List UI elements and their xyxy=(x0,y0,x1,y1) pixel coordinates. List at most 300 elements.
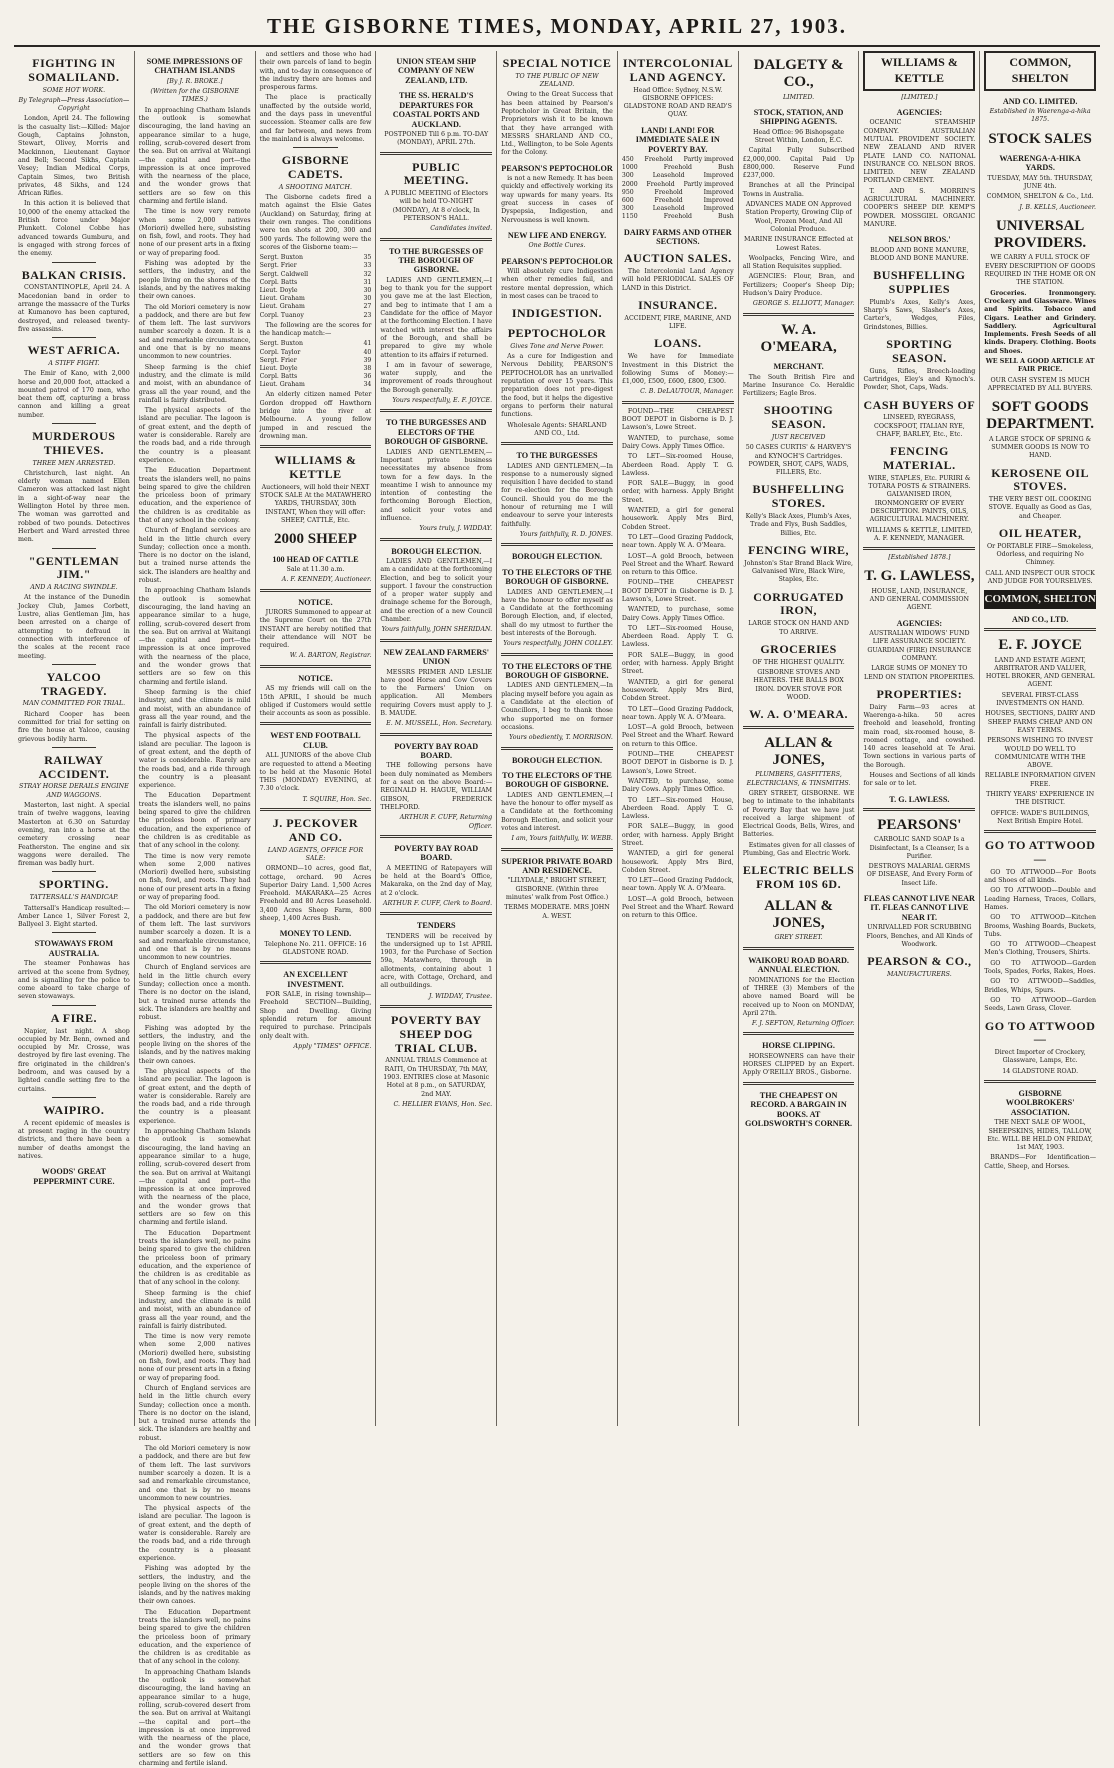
advertisement-text: is not a new Remedy. It has been quickly and effectively working its way upwards for many years. Its great success in cases of Dyspepsia, Indigestion, and Nervousness is well known. xyxy=(501,175,613,224)
divider xyxy=(52,1005,97,1006)
advertisement-title: FENCING MATERIAL. xyxy=(883,444,956,472)
article-text: The following are the scores for the handicap match:— xyxy=(259,321,372,338)
article-text: The Education Department treats the islanders well, no pains being spared to give the children the priceless boon of primary education, and the experience of the children is as creditable as that of any school in the colony. xyxy=(138,792,251,850)
signature: F. J. SEFTON, Returning Officer. xyxy=(751,1020,855,1028)
advertisement-text: UNRIVALLED FOR SCRUBBING Floors, Benches, and All Kinds of Woodwork. xyxy=(866,924,973,948)
byline: [By J. R. BROKE.] xyxy=(166,77,223,85)
signature: Yours respectfully, E. F. JOYCE. xyxy=(392,397,493,405)
article-text: Christchurch, last night. An elderly woman named Ellen Cameron was attacked last night in a sight-of-way near the Wellington Hotel by three men. The woman was garrotted and robbed of two pounds. Detectives Herbert and Ward arrested three men. xyxy=(18,469,130,544)
advertisement-text: AUSTRALIAN WIDOWS' FUND LIFE ASSURANCE SOCIETY. GUARDIAN (FIRE) INSURANCE COMPANY. xyxy=(867,630,972,662)
divider xyxy=(743,726,855,729)
notice-text: BRANDS—For Identification—Cattle, Sheep, and Horses. xyxy=(984,1154,1097,1170)
headline: YALCOO TRAGEDY. xyxy=(40,669,107,698)
advertisement-text: GISBORNE STOVES AND HEATERS. THE BALLS BOX IRON. DOVER STOVE FOR WOOD. xyxy=(753,668,844,701)
article-text: CONSTANTINOPLE, April 24. A Macedonian band in order to arrange the massacre of the Turks at Kumanovo has been captured, destroyed, and released twenty-five assassins. xyxy=(18,284,130,333)
advertisement-text: GO TO ATTWOOD—Garden Seeds, Lawn Grass, Clover. xyxy=(984,996,1097,1013)
advertisement-text: OUR CASH SYSTEM IS MUCH APPRECIATED BY ALL BUYERS. xyxy=(987,376,1093,392)
article-text: Masterton, last night. A special train of twelve waggons, leaving Masterton at 6.30 on Saturday evening, ran into a horse at the cemetery crossing near Featherston. The engine and six waggons were derailed. The fireman was badly hurt. xyxy=(18,802,130,868)
advertisement-title: AN EXCELLENT INVESTMENT. xyxy=(283,970,348,989)
signature: ARTHUR F. CUFF, Clerk to Board. xyxy=(383,899,493,907)
classified-ad: WANTED, to purchase, some Dairy Cows. Apply Times Office. xyxy=(621,434,734,450)
byline: (Written for the GISBORNE TIMES.) xyxy=(150,88,239,104)
notice-text: THE following persons have been duly nominated as Members for a seat on the above Board:—REGINALD H. HAGUE, WILLIAM GIBSON, FREDERICK THELFORD. xyxy=(380,762,493,811)
classified-ad: TO LET—Six-roomed House, Aberdeen Road. Apply T. G. Lawless. xyxy=(621,796,734,821)
score-list xyxy=(260,254,372,320)
byline: By Telegraph—Press Association—Copyright xyxy=(18,96,130,113)
advertisement-title: SUPERIOR PRIVATE BOARD AND RESIDENCE. xyxy=(501,856,613,875)
notice-title: BOROUGH ELECTION. xyxy=(391,546,482,556)
score-row: Corpl. Batts 31 xyxy=(259,278,372,286)
column-7 xyxy=(739,51,860,1426)
article-text: Church of England services are held in the little church every Sunday; collection once a month. There is no doctor on the island, but a trained nurse attends the sick. The islanders are healthy and robust. xyxy=(138,964,251,1022)
article-text: An elderly citizen named Peter Gordon dropped off Hawthorn bridge into the river at Melbourne. A young fellow jumped in and rescued the drowning man. xyxy=(259,391,372,440)
advertisement-text: LARGE SUMS OF MONEY TO LEND ON STATION PROPERTIES. xyxy=(863,665,975,681)
article-text: In this action it is believed that 10,000 of the enemy attacked the British force under Major Plunkett. Colonel Cobbe has advanced towards Gumburu, and is engaged with strong forces of the enemy. xyxy=(18,200,130,258)
advertisement-text: HOUSES, SECTIONS, DAIRY AND SHEEP FARMS CHEAP AND ON EASY TERMS. xyxy=(985,710,1096,734)
advertisement-sub: Gives Tone and Nerve Power. xyxy=(510,342,604,350)
estate-row: 600 Freehold Improved xyxy=(621,196,734,204)
divider xyxy=(52,548,97,549)
advertisement-text: CARBOLIC SAND SOAP Is a Disinfectant, Is a Cleanser, Is a Purifier. xyxy=(869,836,970,860)
advertisement-title: AUCTION SALES. xyxy=(623,251,732,266)
classified-ad: WANTED, a girl for general housework. Apply Mrs Bird, Cobden Street. xyxy=(621,678,734,703)
classified-ad: FOR SALE—Buggy, in good order, with harness. Apply Bright Street. xyxy=(621,480,734,504)
classified-ad: TO LET—Good Grazing Paddock, near town. Apply W. A. O'Meara. xyxy=(621,705,734,721)
divider xyxy=(260,722,372,725)
advertisement-text: Plumb's Axes, Kelly's Axes, Sharp's Saws, Slasher's Axes, Carter's, Wedges, Files, Grindstones, Billies. xyxy=(863,298,976,331)
advertisement-title: AGENCIES: xyxy=(896,618,943,628)
estate-row: 1000 Freehold Bush xyxy=(621,164,734,172)
score-row: Lieut. Graham 30 xyxy=(259,295,372,303)
article-text: The old Moriori cemetery is now a paddock, and there are but few of them left. The last survivors number scarcely a dozen. It is a sad and remarkable circumstance, and one that is by no means uncommon to new countries. xyxy=(138,904,251,962)
notice-text: AS my friends will call on the 15th APRIL, I should be much obliged if Customers would settle their accounts as soon as possible. xyxy=(259,685,372,718)
advertisement-title: CORRUGATED IRON, xyxy=(753,589,844,618)
divider xyxy=(501,848,613,851)
classified-ad: FOUND—THE CHEAPEST BOOT DEPOT in Gisborne is D. J. Lawson's, Lowe Street. xyxy=(621,751,734,775)
advertisement-text: BLOOD AND BONE MANURE, BLOOD AND BONE MANURE. xyxy=(870,246,969,262)
article-text: The steamer Ponhawas has arrived at the scene from Sydney, and is signalling for the police to come aboard to take charge of seven stowaways. xyxy=(18,960,130,1001)
divider xyxy=(743,313,855,316)
signature: E. M. MUSSELL, Hon. Secretary. xyxy=(386,720,493,728)
score-row: Lieut. Doyle 30 xyxy=(259,286,372,294)
article-text: Church of England services are held in the little church every Sunday; collection once a month. There is no doctor on the island, but a trained nurse attends the sick. The islanders are healthy and robust. xyxy=(138,1384,251,1442)
signature: W. A. BARTON, Registrar. xyxy=(289,652,372,660)
advertisement-text: THIRTY YEARS' EXPERIENCE IN THE DISTRICT. xyxy=(986,791,1095,807)
advertisement-text: GO TO ATTWOOD—Kitchen Brooms, Washing Boards, Buckets, Tubs. xyxy=(984,914,1097,938)
divider xyxy=(293,147,338,148)
advertisement-title: STOCK SALES xyxy=(988,130,1092,147)
estate-row: 950 Freehold Improved xyxy=(621,188,734,196)
advertisement-title: SPORTING SEASON. xyxy=(886,337,953,365)
divider xyxy=(984,628,1096,631)
advertisement-title: WOODS' GREAT PEPPERMINT CURE. xyxy=(33,1167,115,1186)
advertisement-text: T. AND S. MORRIN'S AGRICULTURAL MACHINERY. COOPER'S SHEEP DIP. KEMP'S POWDER. MOSSGIEL ORGANIC MANURE. xyxy=(863,187,976,228)
notice-text: LADIES AND GENTLEMEN,—I beg to thank you for the support you gave me at the last Election, and beg to intimate that I am a Candidate for the office of Mayor at the forthcoming Election. I have watched with interest the affairs of the Borough, and shall be prepared to give my whole attention to its affairs if returned. xyxy=(380,276,493,359)
headline: STOWAWAYS FROM AUSTRALIA. xyxy=(34,939,114,958)
advertisement-text: Houses and Sections of all kinds for sale or to let. xyxy=(863,771,976,788)
advertisement-title: CASH BUYERS OF xyxy=(863,397,976,412)
advertisement-text: OCEANIC STEAMSHIP COMPANY. AUSTRALIAN MUTUAL PROVIDENT SOCIETY. NEW ZEALAND AND RIVER PLATE LAND CO. NATIONAL INSURANCE CO. NELSON BROS. LIMITED. NEW ZEALAND PORTLAND CEMENT. xyxy=(863,119,976,185)
advertisement-text: DESTROYS MALARIAL GERMS OF DISEASE, And Every Form of Insect Life. xyxy=(866,863,973,887)
article-text: The time is now very remote when some 2,000 natives (Moriori) dwelled here, subsisting on fish, fowl, and roots. They had none of our present arts in a fixing or way of preparing food. xyxy=(138,1333,251,1382)
signature: Yours respectfully, JOHN COLLEY. xyxy=(503,640,613,648)
article-text: and settlers and those who had their own parcels of land to begin with, and to-day in consequence of the industry there are homes and prosperous farms. xyxy=(259,51,372,92)
signature: GEORGE S. ELLIOTT, Manager. xyxy=(752,300,855,308)
divider xyxy=(52,1097,97,1098)
divider xyxy=(52,664,97,665)
article-text: The place is practically unaffected by the outside world, and the days pass in uneventful succession. Steamer calls are few and far between, and news from the mainland is always welcome. xyxy=(259,94,372,143)
article-text: In approaching Chatham Islands the outlook is somewhat discouraging, the land having an appearance similar to a huge, rolling, scrub-covered desert from the sea. But on arrival at Waitangi—the capital and port—the impression is at once improved with the nearness of the place, and the wonder grows that settlers are so few on this charming and fertile island. xyxy=(138,1668,251,1768)
advertisement-sub: MANUFACTURERS. xyxy=(887,970,952,978)
score-row: Lieut. Graham 27 xyxy=(259,303,372,311)
advertisement-title: NELSON BROS.' xyxy=(888,235,951,245)
classified-ad: FOUND—THE CHEAPEST BOOT DEPOT in Gisborne is D. J. Lawson's, Lowe Street. xyxy=(621,579,734,603)
advertisement-text: Kelly's Black Axes, Plumb's Axes, Trade and Flys, Bush Saddles, Billies, Etc. xyxy=(745,513,852,537)
advertisement-text: ADVANCES MADE ON Approved Station Property, Growing Clip of Wool, Frozen Meat, And All Colonial Produce. xyxy=(745,201,852,233)
article-text: A recent epidemic of measles is at present raging in the country districts, and there have been a number of deaths amongst the natives. xyxy=(18,1119,130,1160)
notice-text: JURORS Summoned to appear at the Supreme Court on the 27th INSTANT are hereby notified that their attendance will NOT be required. xyxy=(259,609,372,650)
article-text: The physical aspects of the island are peculiar. The lagoon is of great extent, and the depth of water is considerable. Rarely are the roads bad, and a ride through the country is a pleasant experience. xyxy=(138,1067,251,1125)
subheadline: A STIFF FIGHT. xyxy=(48,359,100,367)
advertisement-text: AGENCIES: Flour, Bran, and Fertilizers; Cooper's Sheep Dip; Hudson's Dairy Produce. xyxy=(742,273,855,297)
article-text: In approaching Chatham Islands the outlook is somewhat discouraging, the land having an appearance similar to a huge, rolling, scrub-covered desert from the sea. But on arrival at Waitangi—the capital and port—the impression is at once improved with the nearness of the place, and the wonder grows that settlers are so few on this charming and fertile island. xyxy=(138,106,251,205)
article-text: The physical aspects of the island are peculiar. The lagoon is of great extent, and the depth of water is considerable. Rarely are the roads bad, and a ride through the country is a pleasant experience. xyxy=(138,732,251,790)
subheadline: A SHOOTING MATCH. xyxy=(278,183,352,191)
signature: C. B. DeLAUTOUR, Manager. xyxy=(640,388,734,396)
notice-title: TO THE ELECTORS OF THE BOROUGH OF GISBORNE. xyxy=(502,661,612,681)
subheadline: SOME HOT WORK. xyxy=(42,86,106,94)
advertisement-text: MARINE INSURANCE Effected at Lowest Rates. xyxy=(744,236,854,252)
advertisement-sub: One Bottle Cures. xyxy=(528,242,586,250)
advertisement-text: WE CARRY A FULL STOCK OF EVERY DESCRIPTION OF GOODS REQUIRED IN THE HOME OR ON THE STATION. xyxy=(984,254,1096,287)
advertisement-text: Capital Fully Subscribed £2,000,000. Capital Paid Up £800,000. Reserve Fund £237,000. xyxy=(742,147,855,180)
divider xyxy=(380,538,492,541)
estate-row: 1150 Freehold Bush xyxy=(621,213,734,221)
divider xyxy=(380,409,492,412)
estate-list xyxy=(622,156,734,222)
advertisement-text: "LILYDALE," BRIGHT STREET, GISBORNE. (Within three minutes' walk from Post Office.) xyxy=(505,877,609,901)
advertisement-sub: WAERENGA-A-HIKA YARDS. xyxy=(999,153,1081,173)
divider xyxy=(52,262,97,263)
classified-ad: WANTED, to purchase, some Dairy Cows. Apply Times Office. xyxy=(621,606,734,622)
divider xyxy=(52,747,97,748)
advertisement-text: As a cure for Indigestion and Nervous Debility, PEARSON'S PEPTOCHOLOR has an unrivalled reputation of over 15 years. This preparation does not pre-digest the food, but it helps the digestive organs to perform their natural functions. xyxy=(501,353,613,419)
score-row: Corpl. Batts 36 xyxy=(259,373,372,381)
advertisement-text: Head Office: Sydney, N.S.W. GISBORNE OFFICES: GLADSTONE ROAD AND READ'S QUAY. xyxy=(623,86,732,119)
shipping-sub: THE SS. HERALD'S DEPARTURES FOR COASTAL PORTS AND AUCKLAND. xyxy=(392,91,480,129)
notice-text: A MEETING of Ratepayers will be held at the Board's Office, Makaraka, on the 2nd day of May, at 2 o'clock. xyxy=(380,864,493,897)
advertisement-title: DAIRY FARMS AND OTHER SECTIONS. xyxy=(623,227,732,246)
advertisement-title: ALLAN & JONES, xyxy=(764,734,833,769)
advertisement-text: Or PORTABLE FIRE—Smokeless, Odorless, and requiring No Chimney. xyxy=(986,542,1094,567)
headline: MURDEROUS THIEVES. xyxy=(32,428,116,457)
notice-title: TO THE BURGESSES OF THE BOROUGH OF GISBORNE. xyxy=(388,246,484,275)
article-text: Church of England services are held in the little church every Sunday; collection once a month. There is no doctor on the island, but a trained nurse attends the sick. The islanders are healthy and robust. xyxy=(138,527,251,585)
divider xyxy=(863,808,975,811)
divider xyxy=(260,445,372,448)
article-text: The Education Department treats the islanders well, no pains being spared to give the children the priceless boon of primary education, and the experience of the children is as creditable as that of any school in the colony. xyxy=(138,1229,251,1287)
advertisement-text: CALL AND INSPECT OUR STOCK AND JUDGE FOR YOURSELVES. xyxy=(985,569,1095,586)
score-row: Corpl. Tuanoy 23 xyxy=(259,311,372,319)
headline: WAIPIRO. xyxy=(43,1102,105,1117)
divider xyxy=(260,665,372,668)
score-row: Sergt. Buxton 35 xyxy=(259,254,372,262)
article-text: The old Moriori cemetery is now a paddock, and there are but few of them left. The last survivors number scarcely a dozen. It is a sad and remarkable circumstance, and one that is by no means uncommon to new countries. xyxy=(138,1445,251,1502)
column-6 xyxy=(618,51,739,1426)
divider xyxy=(501,543,613,546)
advertisement-text: GO TO ATTWOOD—Cheapest Men's Clothing, Trousers, Shirts. xyxy=(984,941,1097,957)
advertisement-text: Will absolutely cure Indigestion when other remedies fail, and restore mental depression, which in most cases can be traced to xyxy=(501,268,613,300)
notice-title: PUBLIC MEETING. xyxy=(403,159,469,188)
advertisement-sub: [Established 1878.] xyxy=(888,554,951,562)
notice-text: LADIES AND GENTLEMEN,—I have the honour to offer myself as a Candidate at the forthcoming Borough Election, and, if elected, shall do my utmost to further the best interests of the Borough. xyxy=(501,588,613,637)
advertisement-title: SPECIAL NOTICE xyxy=(502,56,612,70)
article-text: London, April 24. The following is the casualty list:—Killed: Major Gough, Captains Johnston, Stewart, Olivey, Morris and Mackinnon, Lieutenant Gaynor and Bell; Second Sikhs, Captain Vesey; Indian Medical Corps, Captain Simes, two British privates, 48 Sikhs, and 124 African Rifles. xyxy=(18,115,130,198)
article-text: The old Moriori cemetery is now a paddock, and there are but few of them left. The last survivors number scarcely a dozen. It is a sad and remarkable circumstance, and one that is by no means uncommon to new countries. xyxy=(138,303,251,361)
advertisement-title: LAND! LAND! FOR IMMEDIATE SALE IN POVERTY BAY. xyxy=(635,125,720,154)
advertisement-text: GO TO ATTWOOD—For Boots and Shoes of all kinds. xyxy=(984,868,1097,885)
advertisement-title: COMMON, SHELTON xyxy=(984,51,1096,91)
divider xyxy=(622,401,734,404)
advertisement-title: INSURANCE. xyxy=(638,298,718,313)
divider xyxy=(863,547,975,550)
advertisement-title: KEROSENE OIL STOVES. xyxy=(991,465,1089,494)
notice-title: WAIKORU ROAD BOARD. ANNUAL ELECTION. xyxy=(748,955,849,975)
advertisement-text: The Intercolonial Land Agency will hold PERIODICAL SALES OF LAND in this District. xyxy=(621,268,734,292)
advertisement-sub: AND CO. LIMITED. xyxy=(1002,96,1078,106)
score-row: Corpl. Taylor 40 xyxy=(259,348,372,356)
classified-ad: FOR SALE—Buggy, in good order, with harness. Apply Bright Street. xyxy=(621,823,734,847)
advertisement-text: Woolpacks, Fencing Wire, and all Station Requisites supplied. xyxy=(742,254,855,271)
article-text: At the instance of the Dunedin Jockey Club, James Corbett, Lustre, alias Gentleman Jim, has been arrested on a charge of attempting to defraud in connection with interference of the scales at the recent race meeting. xyxy=(18,594,130,660)
estate-row: 300 Leasehold Improved xyxy=(621,172,734,180)
advertisement-title: ELECTRIC BELLS FROM 10S 6D. xyxy=(742,863,855,892)
signature: J. WIDDAY, Trustee. xyxy=(428,992,493,1000)
score-list xyxy=(260,340,372,389)
advertisement-text: TERMS MODERATE. MRS JOHN A. WEST. xyxy=(504,904,610,920)
notice-text: LADIES AND GENTLEMEN,—I am a candidate at the forthcoming Election, and beg to solicit your support. I favour the construction of a proper water supply and drainage scheme for the Borough, and the erection of a new Council Chamber. xyxy=(380,558,493,624)
headline: SPORTING. xyxy=(39,877,109,892)
article-text: The Education Department treats the islanders well, no pains being spared to give the children the priceless boon of primary education, and the experience of the children is as creditable as that of any school in the colony. xyxy=(138,467,251,524)
divider xyxy=(380,912,492,915)
classified-ad: TO LET—Six-roomed House, Aberdeen Road. Apply T. G. Lawless. xyxy=(621,624,734,649)
divider xyxy=(743,947,855,950)
classified-ad: TO LET—Good Grazing Paddock, near town. Apply W. A. O'Meara. xyxy=(621,877,734,893)
signature: T. G. LAWLESS. xyxy=(889,794,950,804)
advertisement-title: W. A. O'MEARA, xyxy=(760,321,837,355)
notice-title: TO THE ELECTORS OF THE BOROUGH OF GISBORNE. xyxy=(502,567,612,587)
advertisement-text: ORMOND—10 acres, good flat, cottage, orchard. 90 Acres Superior Dairy Land. 1,500 Acres Freehold. MAKARAKA—25 Acres Freehold and 80 Acres Leasehold. 3,400 Acres Sheep Farm, 800 sheep, 1,400 Acres Bush. xyxy=(259,865,372,922)
shipping-text: POSTPONED Till 6 p.m. TO-DAY (MONDAY), APRIL 27th. xyxy=(384,130,489,147)
headline: BALKAN CRISIS. xyxy=(21,267,127,282)
notice-text: THE NEXT SALE OF WOOL, SHEEPSKINS, HIDES, TALLOW, Etc. WILL BE HELD ON FRIDAY, 1st MAY, 1903. xyxy=(987,1119,1093,1152)
advertisement-text: Sale at 11.30 a.m. xyxy=(286,565,345,573)
signature: A. F. KENNEDY, Auctioneer. xyxy=(281,576,372,584)
notice-text: TENDERS will be received by the undersigned up to 1st APRIL 1903, for the Purchase of Section 59a, Matawhero, through in allotments, containing about 1 acre, with Cottage, Orchard, and all outbuildings. xyxy=(380,932,493,990)
advertisement-title: GO TO ATTWOOD— xyxy=(984,838,1096,866)
advertisement-title: E. F. JOYCE xyxy=(998,637,1082,654)
article-text: Tattersall's Handicap resulted:—Amber Lance 1, Silver Forest 2, Ballyeel 3. Eight started. xyxy=(18,904,130,929)
advertisement-text: OF THE HIGHEST QUALITY. xyxy=(752,658,845,666)
notice-text: A PUBLIC MEETING of Electors will be held TO-NIGHT (MONDAY), At 8 o'clock, In PETERSON'S HALL. xyxy=(384,190,488,223)
advertisement-title: WILLIAMS & KETTLE xyxy=(863,51,975,91)
advertisement-text: The South British Fire and Marine Insurance Co. Heraldic Fertilizers; Eagle Bros. xyxy=(742,373,855,398)
advertisement-title: SHOOTING SEASON. xyxy=(763,403,834,432)
notice-title: POVERTY BAY SHEEP DOG TRIAL CLUB. xyxy=(390,1012,482,1055)
advertisement-title: AGENCIES: xyxy=(896,107,943,117)
score-row: Sergt. Frier 39 xyxy=(259,356,372,364)
advertisement-text: We have for Immediate Investment in this District the following Sums of Money:—£1,000, £500, £600, £800, £300. xyxy=(621,353,734,386)
divider xyxy=(501,442,613,445)
subheadline: THREE MEN ARRESTED. xyxy=(32,459,116,467)
advertisement-text: Estimates given for all classes of Plumbing, Gas and Electric Work. xyxy=(742,841,855,858)
article-text: In approaching Chatham Islands the outlook is somewhat discouraging, the land having an appearance similar to a huge, rolling, scrub-covered desert from the sea. But on arrival at Waitangi—the capital and port—the impression is at once improved with the nearness of the place, and the wonder grows that settlers are so few on this charming and fertile island. xyxy=(138,1128,251,1227)
article-text: The physical aspects of the island are peculiar. The lagoon is of great extent, and the depth of water is considerable. Rarely are the roads bad, and a ride through the country is a pleasant experience. xyxy=(138,407,251,464)
article-text: The Education Department treats the islanders well, no pains being spared to give the children the priceless boon of primary education, and the experience of the children is as creditable as that of any school in the colony. xyxy=(138,1608,251,1666)
signature: T. SQUIRE, Hon. Sec. xyxy=(302,795,372,803)
score-row: Lieut. Doyle 38 xyxy=(259,364,372,372)
advertisement-title: J. PECKOVER AND CO. xyxy=(272,816,359,844)
advertisement-title: PEPTOCHOLOR xyxy=(507,326,607,341)
classified-ad: TO LET—Six-roomed House, Aberdeen Road. Apply T. G. Lawless. xyxy=(621,453,734,477)
notice-title: BOROUGH ELECTION. xyxy=(511,552,603,562)
classified-ad: WANTED, to purchase, some Dairy Cows. Apply Times Office. xyxy=(621,777,734,794)
advertisement-title: LOANS. xyxy=(654,336,702,351)
headline: A FIRE. xyxy=(50,1010,97,1025)
divider xyxy=(260,961,372,964)
divider xyxy=(380,733,492,736)
notice-title: BOROUGH ELECTION. xyxy=(511,755,603,765)
signature: WILLIAMS & KETTLE, LIMITED, A. F. KENNEDY, MANAGER. xyxy=(866,526,973,542)
score-row: Sergt. Caldwell 32 xyxy=(259,270,372,278)
advertisement-text: HOUSE, LAND, INSURANCE, AND GENERAL COMMISSION AGENT. xyxy=(869,587,970,612)
advertisement-title: ALLAN & JONES, xyxy=(764,897,833,932)
notice-title: TO THE BURGESSES AND ELECTORS OF THE BOROUGH OF GISBORNE. xyxy=(384,418,488,447)
advertisement-title: BUSHFELLING STORES. xyxy=(752,482,845,511)
score-row: Sergt. Frier 33 xyxy=(259,262,372,270)
advertisement-title: PEARSONS' xyxy=(877,817,962,833)
signature: Yours faithfully, R. D. JONES. xyxy=(519,530,613,538)
estate-row: 300 Leasehold Improved xyxy=(621,205,734,213)
article-text: The time is now very remote when some 2,000 natives (Moriori) dwelled here, subsisting on fish, fowl, and roots. They had none of our present arts in a fixing or way of preparing food. xyxy=(138,208,251,257)
advertisement-text: Head Office: 96 Bishopsgate Street Within, London, E.C. xyxy=(753,128,845,144)
article-text: In approaching Chatham Islands the outlook is somewhat discouraging, the land having an appearance similar to a huge, rolling, scrub-covered desert from the sea. But on arrival at Waitangi—the capital and port—the impression is at once improved with the nearness of the place, and the wonder grows that settlers are so few on this charming and fertile island. xyxy=(138,587,251,686)
advertisement-number: 2000 SHEEP xyxy=(273,531,357,548)
headline: SOME IMPRESSIONS OF CHATHAM ISLANDS xyxy=(146,57,243,76)
divider xyxy=(743,1082,855,1085)
column-8 xyxy=(859,51,980,1426)
notice-text: LADIES AND GENTLEMEN,—Important private business necessitates my absence from town for a few days. In the meantime I wish to announce my intention of contesting the forthcoming Borough Election, and solicit your votes and influence. xyxy=(380,448,493,522)
columns xyxy=(14,51,1100,1768)
article-text: Sheep farming is the chief industry, and the climate is mild and moist, with an abundance of grass all the year round, and the rainfall is fairly distributed. xyxy=(138,1289,251,1330)
advertisement-text: PERSONS WISHING TO INVEST WOULD DO WELL TO COMMUNICATE WITH THE ABOVE. xyxy=(987,737,1093,770)
signature: Yours obediently, T. MORRISON. xyxy=(509,734,613,742)
divider xyxy=(52,871,97,872)
advertisement-text: LARGE STOCK ON HAND AND TO ARRIVE. xyxy=(748,620,849,636)
subheadline: AND A RACING SWINDLE. xyxy=(30,584,118,592)
column-5 xyxy=(497,51,618,1426)
divider xyxy=(380,835,492,838)
notice-title: POVERTY BAY ROAD BOARD. xyxy=(394,843,479,863)
divider xyxy=(260,808,372,811)
advertisement-title: PEARSON'S PEPTOCHOLOR xyxy=(501,256,613,266)
advertisement-text: Owing to the Great Success that has been attained by Pearson's Peptocholor in Great Britain, the Proprietors wish it to be known that they have arranged with MESSRS SHARLAND AND CO., Ltd., Wellington, to be Sole Agents for the Colony. xyxy=(501,91,613,157)
divider xyxy=(380,1005,492,1008)
advertisement-sub: [LIMITED.] xyxy=(901,93,938,101)
subheadline: TATTERSALL'S HANDICAP. xyxy=(29,894,119,902)
divider xyxy=(501,747,613,750)
signature: Candidates invited. xyxy=(430,225,493,233)
article-text: Fishing was adopted by the settlers, the industry, and the people living on the shores of the islands, and by the natives making their own canoes. xyxy=(138,1565,251,1606)
advertisement-sub: MERCHANT. xyxy=(773,362,824,372)
notice-text: LADIES AND GENTLEMEN,—In response to a numerously signed requisition I have decided to stand for re-election for the Borough Council. Should you do me the honour of returning me I will endeavour to serve your interests faithfully. xyxy=(501,462,613,528)
classified-ad: LOST—A gold Brooch, between Peel Street and the Wharf. Reward on return to this Office. xyxy=(621,724,734,748)
divider xyxy=(380,152,492,155)
advertisement-text: LINSEED, RYEGRASS, COCKSFOOT, ITALIAN RYE, CHAFF, BARLEY, Etc., Etc. xyxy=(874,414,965,438)
advertisement-title: PROPERTIES: xyxy=(876,686,963,701)
notice-title: NEW ZEALAND FARMERS' UNION xyxy=(383,647,490,667)
advertisement-text: Johnston's Star Brand Black Wire, Galvanised Wire, Black Wire, Staples, Etc. xyxy=(744,559,854,584)
divider xyxy=(984,830,1096,833)
advertisement-sub: JUST RECEIVED xyxy=(771,433,826,441)
advertisement-title: STOCK, STATION, AND SHIPPING AGENTS. xyxy=(753,107,844,127)
article-text: Fishing was adopted by the settlers, the industry, and the people living on the shores of the islands, and by the natives making their own canoes. xyxy=(138,1024,251,1065)
notice-text: HORSEOWNERS can have their HORSES CLIPPED by an Expert. Apply O'REILLY BROS., Gisborne. xyxy=(742,1052,855,1077)
headline: FIGHTING IN SOMALILAND. xyxy=(28,56,120,84)
advertisement-title: INTERCOLONIAL LAND AGENCY. xyxy=(622,56,733,84)
advertisement-sub: AND CO., LTD. xyxy=(1011,614,1069,624)
signature: C. HELLIER EVANS, Hon. Sec. xyxy=(393,1100,493,1108)
signature: Yours faithfully, JOHN SHERIDAN. xyxy=(381,626,493,634)
advertisement-text: Wholesale Agents: SHARLAND AND CO., Ltd. xyxy=(507,421,607,437)
advertisement-title: WILLIAMS & KETTLE xyxy=(274,453,357,482)
advertisement-text: WIRE, STAPLES, Etc. PURIRI & TOTARA POSTS & STRAINERS. GALVANISED IRON, IRONMONGERY OF EVERY DESCRIPTION. PAINTS, OILS, AGRICULTURAL MACHINERY. xyxy=(868,474,971,524)
advertisement-title: UNIVERSAL PROVIDERS. xyxy=(994,217,1087,252)
article-text: The Gisborne cadets fired a match against the Elsie Gates (Auckland) on Saturday, firing at their own ranges. The conditions were ten shots at 200, 300 and 500 yards. The following were the scores of the Gisborne team:— xyxy=(259,194,372,251)
advertisement-text: ACCIDENT, FIRE, MARINE, AND LIFE. xyxy=(624,314,732,331)
advertisement-text: Groceries. Ironmongery. Crockery and Glassware. Wines and Spirits. Tobacco and Cigars. Leather and Grindery. Saddlery. Agricultural Implements. Fresh Seeds of all kinds. Drapery. Clothing. Boots and Shoes. xyxy=(984,289,1097,355)
advertisement-sub: GREY STREET. xyxy=(774,934,823,942)
notice-title: NOTICE. xyxy=(298,673,333,683)
notice-title: HORSE CLIPPING. xyxy=(762,1041,835,1051)
article-text: Napier, last night. A shop occupied by Mr. Benn, owned and occupied by Mr. Crosse, was destroyed by fire last evening. The fire originated in the children's bedroom, and was caused by a lighted candle setting fire to the curtains. xyxy=(18,1027,130,1093)
divider xyxy=(501,653,613,656)
advertisement-text: COMMON, SHELTON & Co., Ltd. xyxy=(986,193,1094,201)
score-row: Sergt. Buxton 41 xyxy=(259,340,372,348)
advertisement-title: BUSHFELLING SUPPLIES xyxy=(873,268,966,297)
classified-ad: WANTED, a girl for general housework. Apply Mrs Bird, Cobden Street. xyxy=(621,507,734,531)
advertisement-title: PEARSON & CO., xyxy=(867,954,972,969)
classified-ad: LOST—A gold Brooch, between Peel Street and the Wharf. Reward on return to this Office. xyxy=(621,552,734,577)
column-3 xyxy=(256,51,377,1426)
advertisement-text: Telephone No. 211. OFFICE: 16 GLADSTONE ROAD. xyxy=(264,940,367,956)
score-row: Lieut. Graham 34 xyxy=(259,381,372,389)
headline: WEST AFRICA. xyxy=(27,343,121,358)
classified-ad: FOUND—THE CHEAPEST BOOT DEPOT in Gisborne is D. J. Lawson's, Lowe Street. xyxy=(621,407,734,432)
advertisement-text: Branches at all the Principal Towns in Australia. xyxy=(742,182,855,198)
masthead: THE GISBORNE TIMES, MONDAY, APRIL 27, 1903. xyxy=(14,12,1100,47)
notice-text: LADIES AND GENTLEMEN,—In placing myself before you again as a Candidate at the election of Councillors, I beg to thank those who supported me on former occasions. xyxy=(501,682,613,731)
column-9 xyxy=(980,51,1100,1426)
article-text: The Emir of Kano, with 2,000 horse and 20,000 foot, attacked a mounted patrol of 170 men, who beat them off, capturing a brass cannon and killing a great number. xyxy=(18,370,130,419)
headline: GISBORNE CADETS. xyxy=(281,153,350,182)
notice-text: LADIES AND GENTLEMEN,—I have the honour to offer myself as a Candidate at the forthcoming Borough Election, and solicit your votes and interest. xyxy=(501,791,613,832)
column-4 xyxy=(376,51,497,1426)
column-1 xyxy=(14,51,135,1426)
advertisement-title: DALGETY & CO., xyxy=(753,57,844,91)
divider xyxy=(380,238,492,241)
advertisement-text: GO TO ATTWOOD—Saddles, Bridles, Whips, Spurs. xyxy=(984,978,1097,994)
